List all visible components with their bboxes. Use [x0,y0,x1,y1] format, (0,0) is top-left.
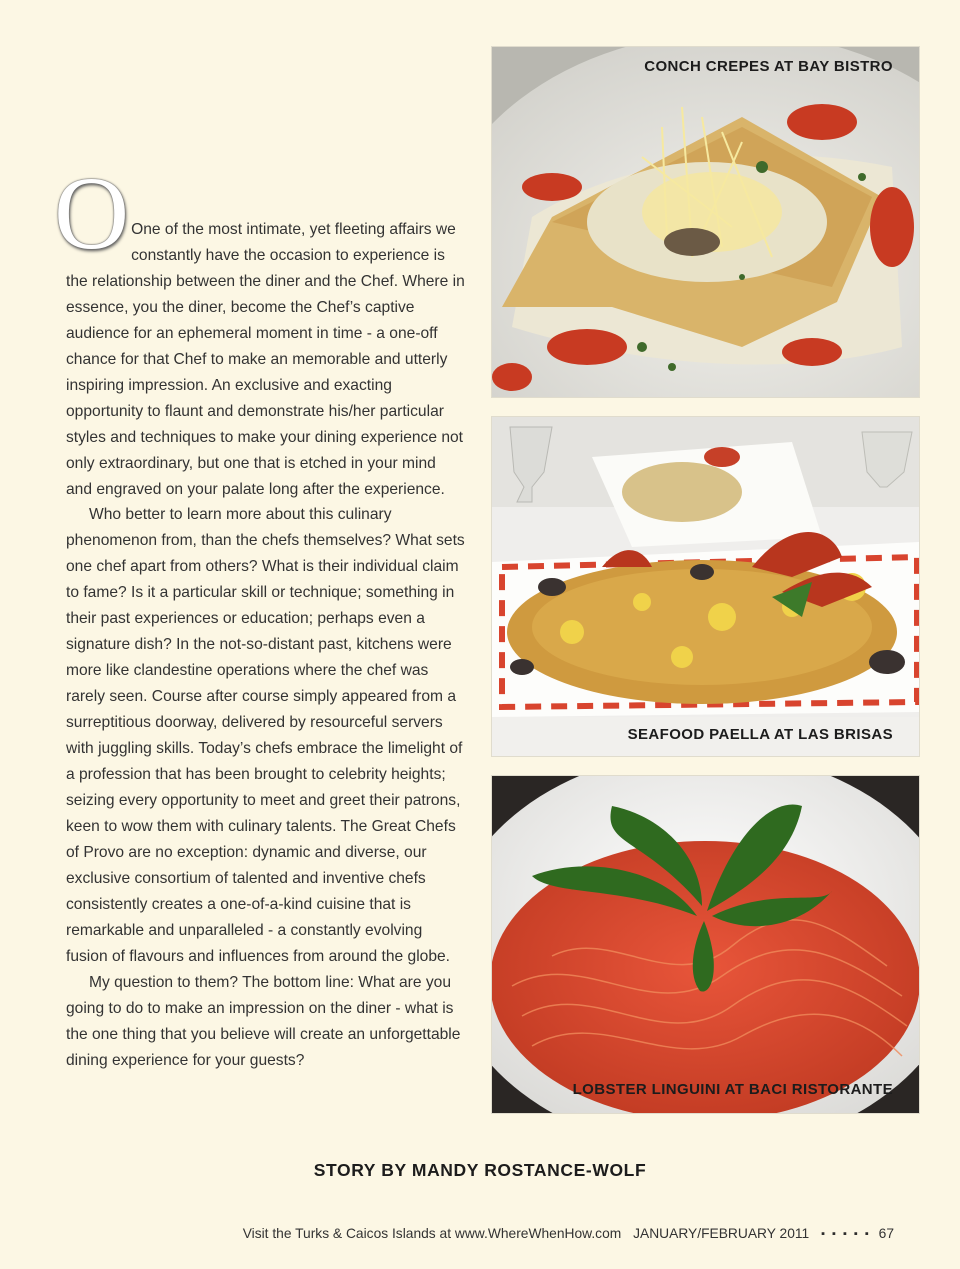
seafood-paella-image [492,417,919,756]
page-footer [0,1226,894,1241]
story-byline: STORY BY MANDY ROSTANCE-WOLF [313,1160,647,1180]
article-paragraph-2: Who better to learn more about this culinary phenomenon from, than the chefs themselves? What sets one chef apart from others? What is their individual claim to fame? Is it a particular skill or technique; something in their past experiences or education; perhaps even a signature dish? In the not-so-distant past, kitchens were more like clandestine operations where the chef was rarely seen. Course after course simply appeared from a surreptitious doorway, delivered by resourceful servers with juggling skills. Today’s chefs embrace the limelight of a profession that has been brought to celebrity heights; seizing every opportunity to meet and greet their patrons, keen to wow them with culinary talents. The Great Chefs of Provo are no exception: dynamic and diverse, our exclusive consortium of talented and inventive chefs consistently creates a one-of-a-kind cuisine that is remarkable and unparalleled - a constantly evolving fusion of flavours and influences from around the globe. [66,506,465,965]
conch-crepes-image [492,47,919,397]
footer-dots: ▪ ▪ ▪ ▪ ▪ [821,1228,871,1240]
article-paragraph-3: My question to them? The bottom line: What are you going to do to make an impression on the diner - what is the one thing that you believe will create an unforgettable dining experience for your guests? [66,973,461,1069]
photo-seafood-paella [492,417,919,756]
article-paragraph-1: One of the most intimate, yet fleeting affairs we constantly have the occasion to experience is the relationship between the diner and the Chef. Where in essence, you the diner, become the Chef’s captive audience for an ephemeral moment in time - a one-off chance for that Chef to make an memorable and utterly inspiring impression. An exclusive and exacting opportunity to flaunt and demonstrate his/her particular styles and techniques to make your dining experience not only extraordinary, but one that is etched in your mind and engraved on your palate long after the experience. [66,221,465,498]
article-body [54,156,466,1073]
photo-caption: CONCH CREPES AT BAY BISTRO [644,58,893,75]
photo-lobster-linguini [492,776,919,1113]
drop-cap: O [54,156,130,271]
footer-issue: JANUARY/FEBRUARY 2011 [633,1226,810,1241]
photo-conch-crepes [492,47,919,397]
photo-caption: SEAFOOD PAELLA AT LAS BRISAS [627,726,893,743]
page-number: 67 [878,1226,894,1241]
lobster-linguini-image [492,776,919,1113]
footer-visit-text: Visit the Turks & Caicos Islands at www.WhereWhenHow.com [242,1226,622,1241]
photo-caption: LOBSTER LINGUINI AT BACI RISTORANTE [572,1081,893,1098]
